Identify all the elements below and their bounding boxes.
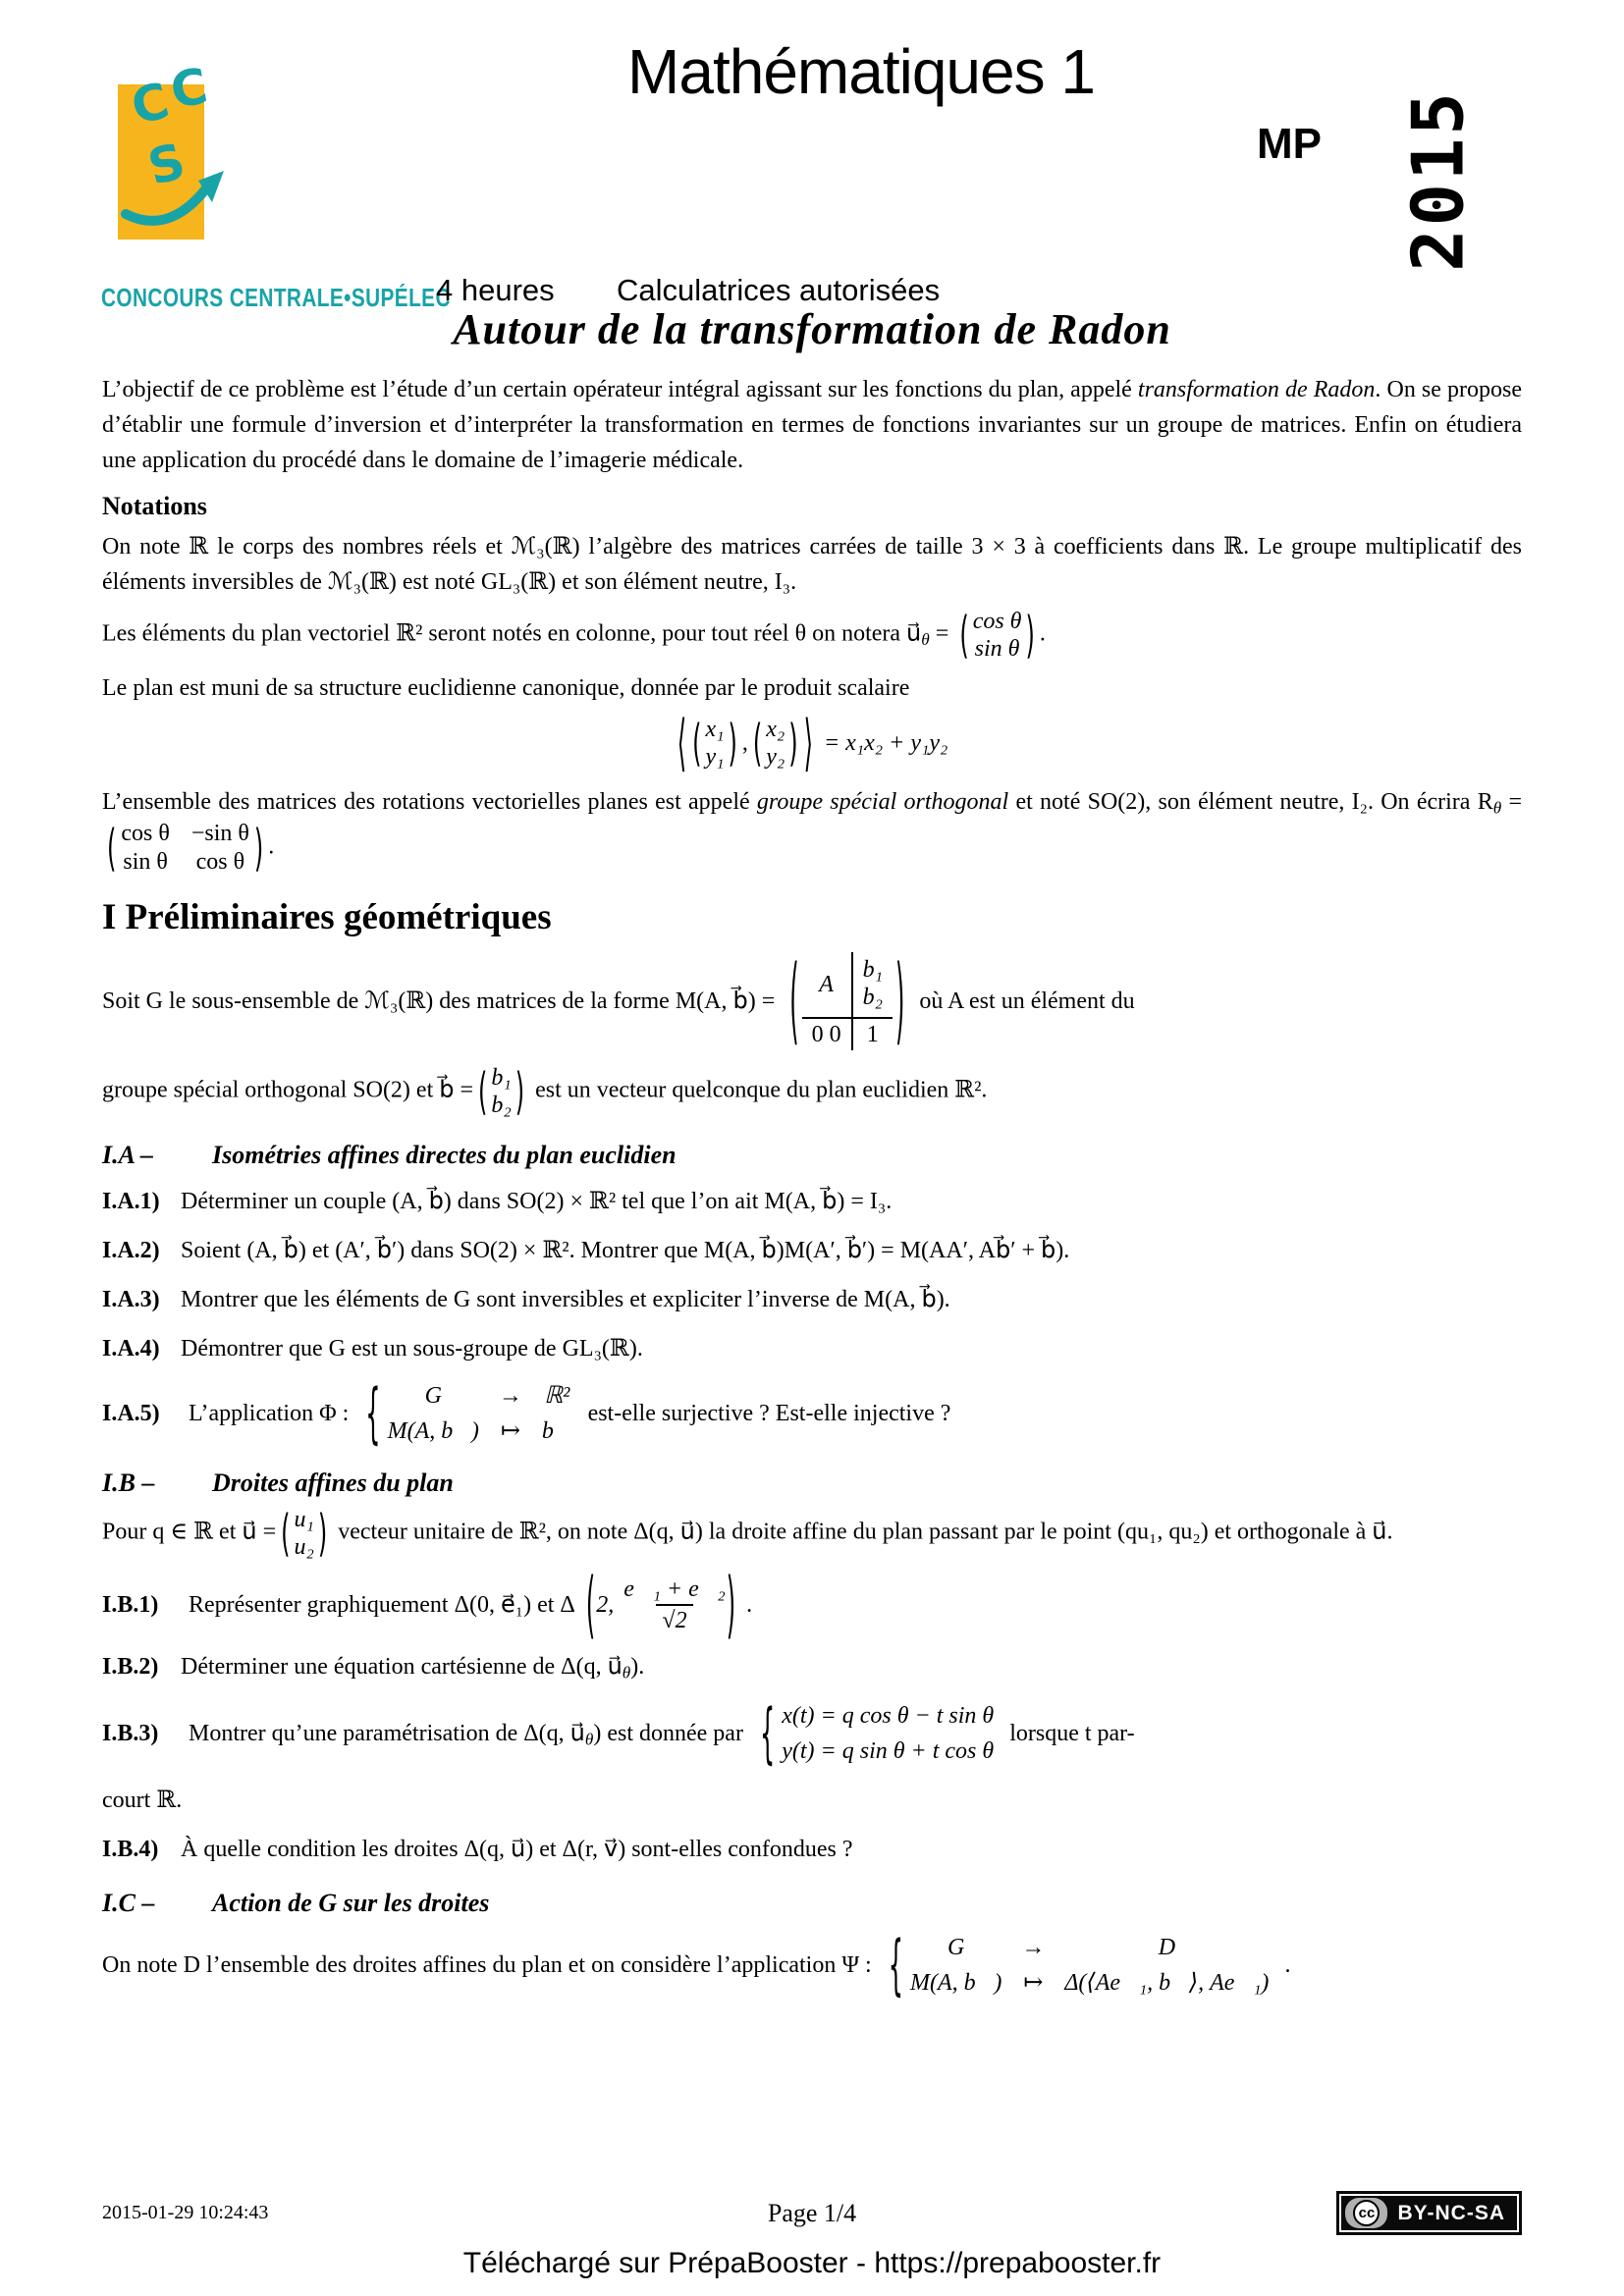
cc-logo-icon — [1345, 2198, 1387, 2228]
notations-p4-text-1: L’ensemble des matrices des rotations vectorielles planes est appelé — [102, 789, 750, 815]
document-body — [0, 304, 1624, 2004]
footer — [102, 2191, 1522, 2280]
b-column-vector — [477, 1064, 525, 1119]
subsection-IB-title: Droites affines du plan — [212, 1468, 454, 1497]
matrix-entry: sin θ — [123, 849, 168, 875]
u-column-vector — [280, 1506, 328, 1561]
inner-product-rhs: = x₁x₂ + y₁y₂ — [823, 730, 948, 756]
subsection-IA-heading — [102, 1141, 1522, 1170]
question-text: À quelle condition les droites Δ(q, u⃗) et Δ(r, v⃗) sont-elles confondues ? — [181, 1837, 853, 1862]
left-brace: { — [365, 1374, 381, 1453]
logo-letter-c1: C — [126, 72, 175, 136]
question-IB3-continuation: court ℝ. — [102, 1788, 183, 1813]
equals-sign: = — [929, 620, 955, 647]
question-text: Représenter graphiquement Δ(0, e⃗₁) et Δ — [189, 1592, 575, 1618]
vector-x2y2 — [752, 716, 799, 771]
vector-entry: x₂ — [766, 717, 785, 742]
left-brace: { — [888, 1926, 903, 2004]
intro-text-1: L’objectif de ce problème est l’étude d’un certain opérateur intégral agissant sur les fonctions du plan, appelé — [102, 377, 1132, 402]
IB-intro-text-1: Pour q ∈ ℝ et u⃗ = — [102, 1519, 277, 1545]
delta-argument — [585, 1562, 736, 1648]
question-text: Soient (A, b⃗) et (A′, b⃗′) dans SO(2) × ℝ². Montrer que M(A, b⃗)M(A′, b⃗′) = M(AA′, Ab⃗′ + b⃗). — [181, 1238, 1070, 1263]
question-IB1 — [102, 1562, 1522, 1648]
inner-product-equation — [102, 707, 1522, 779]
question-IA1 — [102, 1184, 1522, 1219]
notations-paragraph-4 — [102, 784, 1522, 877]
question-IA4 — [102, 1331, 1522, 1366]
question-text: L’application Φ : — [189, 1401, 350, 1426]
generation-timestamp: 2015-01-29 10:24:43 — [102, 2202, 269, 2223]
cc-license-label: BY-NC-SA — [1397, 2201, 1505, 2224]
block-matrix-M — [788, 946, 905, 1056]
right-paren: ) — [1025, 606, 1035, 665]
left-paren: ( — [789, 946, 799, 1056]
subsection-IB-intro — [102, 1506, 1522, 1561]
question-label: I.B.3) — [102, 1721, 159, 1746]
year-label: 2015 — [1396, 89, 1480, 272]
left-brace: { — [759, 1694, 776, 1773]
subsection-IA-label: I.A – — [102, 1141, 154, 1169]
maps-to-icon: ↦ — [500, 1418, 520, 1444]
intro-emphasis: transformation de Radon — [1137, 377, 1376, 402]
vector-entry: x₁ — [705, 717, 725, 742]
right-paren: ) — [726, 1562, 736, 1648]
cc-circle-letters: cc — [1353, 2200, 1380, 2226]
right-paren: ) — [894, 946, 905, 1056]
subsection-IC-heading — [102, 1889, 1522, 1918]
map-codomain: ℝ² — [544, 1383, 570, 1409]
matrix-block-A: A — [802, 952, 853, 1017]
matrix-zeros: 0 0 — [802, 1017, 853, 1050]
matrix-entry-b2: b₂ — [862, 985, 883, 1010]
right-paren: ) — [514, 1062, 525, 1121]
question-IB2 — [102, 1649, 1522, 1684]
download-attribution: Téléchargé sur PrépaBooster - https://prepabooster.fr — [462, 2247, 1162, 2279]
question-text — [189, 1716, 743, 1751]
rotation-matrix — [106, 820, 264, 877]
notations-p4-text-2: et noté SO(2), son élément neutre, I₂. On écrira R — [1015, 789, 1493, 815]
map-image: Δ(⟨Ae⃗₁, b⃗⟩, Ae⃗₁) — [1064, 1970, 1270, 1996]
vector-entry: b₁ — [491, 1065, 512, 1091]
map-image: b⃗ — [541, 1418, 572, 1444]
footer-row — [102, 2191, 1522, 2235]
fraction-denominator: √2 — [656, 1604, 692, 1635]
arrow-to-icon: → — [1021, 1935, 1046, 1960]
maps-to-icon: ↦ — [1023, 1970, 1044, 1996]
question-text: Déterminer un couple (A, b⃗) dans SO(2) × ℝ² tel que l’on ait M(A, b⃗) = I₃. — [181, 1189, 893, 1214]
question-label: I.B.2) — [102, 1654, 159, 1680]
notations-p4-emphasis: groupe spécial orthogonal — [756, 789, 1009, 815]
question-label: I.A.1) — [102, 1189, 160, 1214]
sentence-period: . — [1284, 1952, 1291, 1978]
left-paren: ( — [585, 1562, 596, 1648]
section-1-text-2: où A est un élément du — [919, 988, 1135, 1014]
exam-duration: 4 heures — [436, 273, 555, 307]
notations-paragraph-2 — [102, 608, 1522, 663]
intro-text-2: . On se propose d’établir une formule d’inversion et d’interpréter la transformation en termes de fonctions invariantes sur un groupe de matrices. Enfin on étudiera une application du procédé dans le domaine de l’imagerie médicale. — [102, 377, 1522, 473]
right-paren: ) — [253, 819, 264, 878]
right-paren: ) — [788, 714, 798, 773]
vector-entry: y₂ — [766, 744, 785, 770]
question-IA3 — [102, 1282, 1522, 1317]
sentence-period: . — [1039, 620, 1046, 647]
section-1-heading: I Préliminaires géométriques — [102, 897, 552, 937]
sentence-period: . — [268, 833, 275, 860]
section-1-intro-line-2 — [102, 1064, 1522, 1119]
IC-intro-text: On note D l’ensemble des droites affines du plan et on considère l’application Ψ : — [102, 1952, 872, 1978]
track-label: MP — [1257, 120, 1322, 168]
calculators-policy: Calculatrices autorisées — [617, 273, 941, 307]
vector-entry: u₂ — [294, 1534, 314, 1560]
question-text: Démontrer que G est un sous-groupe de GL₃(ℝ). — [181, 1336, 643, 1362]
question-label: I.B.1) — [102, 1592, 159, 1618]
logo-letter-s: S — [142, 133, 191, 197]
subsection-IC-title: Action de G sur les droites — [212, 1889, 490, 1917]
question-text-end: ). — [630, 1654, 645, 1680]
left-paren: ( — [692, 714, 702, 773]
question-label: I.A.4) — [102, 1336, 160, 1362]
question-IB4 — [102, 1832, 1522, 1867]
section-1-intro-line-1 — [102, 946, 1522, 1056]
document-title: Autour de la transformation de Radon — [453, 305, 1171, 353]
section-1-text-4: est un vecteur quelconque du plan euclidien ℝ². — [535, 1077, 988, 1103]
matrix-entry: −sin θ — [190, 821, 249, 846]
vector-entry: b₂ — [491, 1093, 512, 1118]
left-paren: ( — [478, 1062, 488, 1121]
question-IA5 — [102, 1374, 1522, 1453]
map-domain: G — [947, 1935, 965, 1960]
equals-sign: = — [1501, 789, 1522, 815]
question-label: I.A.2) — [102, 1238, 160, 1263]
left-paren: ( — [107, 819, 117, 878]
subsection-IB-heading — [102, 1468, 1522, 1498]
map-element: M(A, b⃗) — [910, 1970, 1002, 1996]
matrix-one: 1 — [853, 1017, 893, 1050]
question-IA2 — [102, 1233, 1522, 1268]
section-1-text-1: Soit G le sous-ensemble de ℳ₃(ℝ) des matrices de la forme M(A, b⃗) = — [102, 988, 776, 1014]
cc-license-badge — [1336, 2191, 1522, 2235]
notations-heading: Notations — [102, 492, 207, 520]
comma: , — [741, 730, 748, 756]
phi-map-system — [364, 1374, 572, 1453]
fraction-numerator: e⃗₁ + e⃗₂ — [623, 1576, 726, 1602]
left-angle-bracket: ⟨ — [677, 707, 687, 779]
left-paren: ( — [959, 606, 969, 665]
left-paren: ( — [752, 714, 763, 773]
question-text-1: Montrer qu’une paramétrisation de Δ(q, u⃗ — [189, 1721, 585, 1746]
IB-intro-text-2: vecteur unitaire de ℝ², on note Δ(q, u⃗) la droite affine du plan passant par le point (qu₁, qu₂) et orthogonale à u⃗. — [338, 1519, 1393, 1545]
notations-paragraph-1: On note ℝ le corps des nombres réels et ℳ₃(ℝ) l’algèbre des matrices carrées de taille 3 × 3 à coefficients dans ℝ. Le groupe multiplicatif des éléments inversibles de ℳ₃(ℝ) est noté GL₃(ℝ) et son élément neutre, I₃. — [102, 534, 1522, 595]
right-angle-bracket: ⟩ — [803, 707, 813, 779]
section-1-text-3: groupe spécial orthogonal SO(2) et b⃗ = — [102, 1077, 474, 1103]
arrow-to-icon: → — [498, 1383, 522, 1409]
map-domain: G — [424, 1383, 442, 1409]
vector-entry: u₁ — [294, 1507, 314, 1532]
question-text: Déterminer une équation cartésienne de Δ(q, u⃗ — [181, 1654, 623, 1680]
theta-subscript: θ — [622, 1663, 631, 1682]
theta-subscript: θ — [921, 629, 930, 649]
subsection-IC-label: I.C – — [102, 1889, 155, 1917]
question-text-after: est-elle surjective ? Est-elle injective ? — [587, 1401, 951, 1426]
right-paren: ) — [317, 1504, 328, 1563]
u-theta-column-vector — [958, 608, 1036, 663]
theta-subscript: θ — [1492, 798, 1502, 818]
notations-paragraph-3: Le plan est muni de sa structure euclidienne canonique, donnée par le produit scalaire — [102, 675, 910, 701]
psi-map-system — [888, 1926, 1270, 2004]
page-number: Page 1/4 — [767, 2198, 857, 2227]
parametrisation-system — [759, 1694, 995, 1773]
question-text: Montrer que les éléments de G sont inversibles et expliciter l’inverse de M(A, b⃗). — [181, 1287, 950, 1312]
header — [0, 0, 1624, 312]
vector-entry: y₁ — [705, 744, 725, 770]
argument-first: 2, — [596, 1592, 615, 1618]
equation-x: x(t) = q cos θ − t sin θ — [782, 1703, 995, 1729]
equation-y: y(t) = q sin θ + t cos θ — [782, 1738, 995, 1764]
right-paren: ) — [728, 714, 737, 773]
vector-x1y1 — [691, 716, 738, 771]
question-label: I.B.4) — [102, 1837, 159, 1862]
question-label: I.A.5) — [102, 1401, 160, 1426]
map-codomain: D — [1158, 1935, 1176, 1960]
vector-entry: sin θ — [974, 636, 1020, 662]
question-text-2: ) est donnée par — [593, 1721, 743, 1746]
intro-paragraph — [102, 372, 1522, 478]
map-element: M(A, b⃗) — [387, 1418, 479, 1444]
matrix-entry: cos θ — [121, 821, 170, 846]
notations-p2-text: Les éléments du plan vectoriel ℝ² seront notés en colonne, pour tout réel θ on notera u⃗ — [102, 620, 922, 647]
logo-letter-c2: C — [166, 57, 212, 120]
subsection-IC-intro — [102, 1926, 1522, 2004]
sentence-period: . — [746, 1592, 753, 1618]
subsection-IA-title: Isométries affines directes du plan euclidien — [212, 1141, 677, 1169]
question-label: I.A.3) — [102, 1287, 160, 1312]
theta-subscript: θ — [584, 1730, 594, 1749]
left-paren: ( — [281, 1504, 291, 1563]
question-IB3 — [102, 1694, 1522, 1773]
vector-entry: cos θ — [972, 609, 1022, 634]
question-text-after: lorsque t par- — [1009, 1721, 1135, 1746]
brand-name: CONCOURS CENTRALE•SUPÉLEC — [101, 283, 451, 312]
subsection-IB-label: I.B – — [102, 1468, 155, 1497]
matrix-entry-b1: b₁ — [862, 957, 883, 983]
course-title: Mathématiques 1 — [627, 36, 1095, 107]
matrix-entry: cos θ — [195, 849, 245, 875]
